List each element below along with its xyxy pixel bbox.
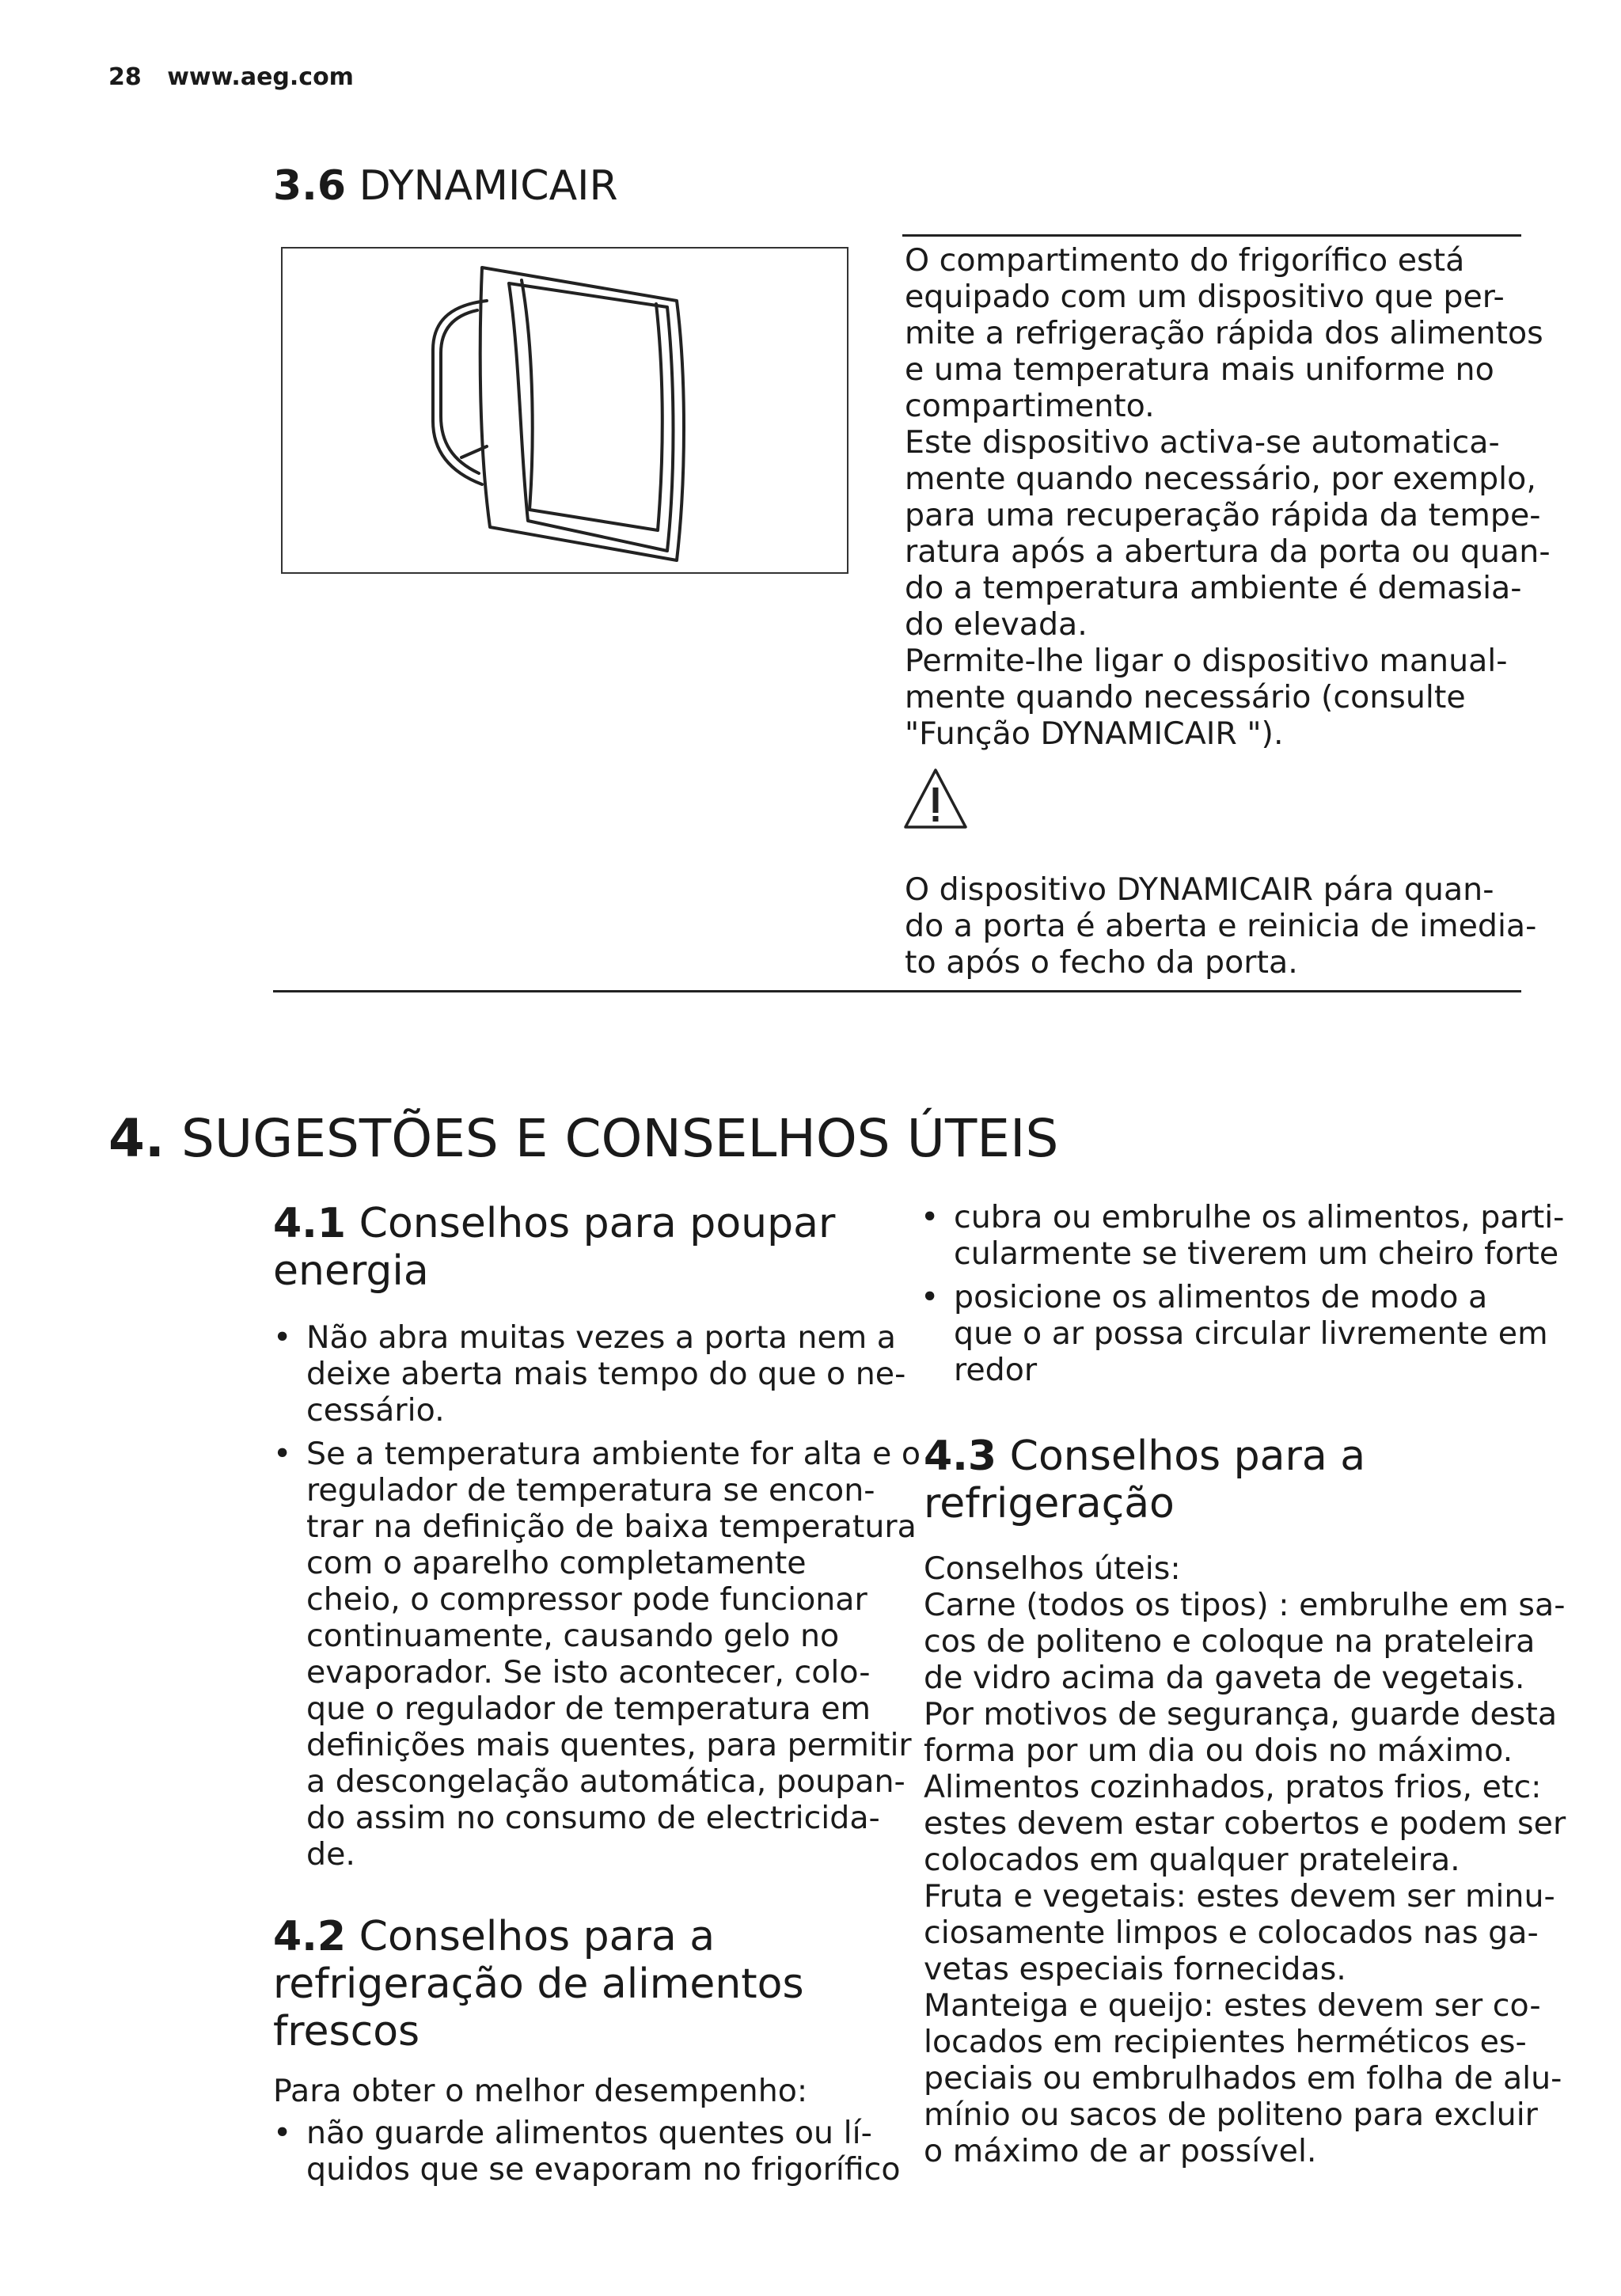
section-number: 4.3 xyxy=(924,1433,997,1480)
section-title: DYNAMICAIR xyxy=(359,162,618,210)
fresh-food-tips-list-continued xyxy=(921,1199,1564,1388)
text-line: Alimentos cozinhados, pratos frios, etc: xyxy=(924,1769,1542,1805)
section-title: refrigeração xyxy=(924,1480,1175,1528)
fresh-food-tips-list xyxy=(273,2115,901,2188)
dynamicair-description xyxy=(905,242,1551,752)
section-number: 4.2 xyxy=(273,1913,347,1960)
section-number: 3.6 xyxy=(273,162,347,210)
list-item xyxy=(273,1319,921,1429)
text-line: colocados em qualquer prateleira. xyxy=(924,1842,1460,1878)
list-item xyxy=(273,1436,921,1873)
section-number: 4.1 xyxy=(273,1200,347,1247)
section-title: energia xyxy=(273,1247,429,1295)
text-line: do a temperatura ambiente é demasia- xyxy=(905,570,1522,606)
fan-device-icon xyxy=(283,249,847,572)
text-line: definições mais quentes, para permitir xyxy=(306,1727,912,1763)
refrigeration-tips-text xyxy=(924,1550,1566,2169)
section-4-2-heading xyxy=(273,1913,804,2055)
text-line: do assim no consumo de electricida- xyxy=(306,1800,880,1836)
text-line: do a porta é aberta e reinicia de imedia- xyxy=(905,908,1537,944)
section-title: Conselhos para a xyxy=(1009,1433,1366,1480)
text-line: Carne (todos os tipos) : embrulhe em sa- xyxy=(924,1587,1566,1623)
text-line: estes devem estar cobertos e podem ser xyxy=(924,1805,1566,1842)
dynamicair-illustration xyxy=(281,247,848,574)
text-line: que o regulador de temperatura em xyxy=(306,1691,871,1727)
text-line: deixe aberta mais tempo do que o ne- xyxy=(306,1356,906,1392)
section-title: frescos xyxy=(273,2008,420,2055)
text-line: peciais ou embrulhados em folha de alu- xyxy=(924,2060,1562,2097)
text-line: quidos que se evaporam no frigorífico xyxy=(306,2151,901,2188)
text-line: Permite-lhe ligar o dispositivo manual- xyxy=(905,643,1508,679)
text-line: que o ar possa circular livremente em xyxy=(954,1315,1548,1352)
text-line: mente quando necessário, por exemplo, xyxy=(905,461,1536,497)
text-line: Se a temperatura ambiente for alta e o xyxy=(306,1436,921,1472)
text-line: to após o fecho da porta. xyxy=(905,944,1298,981)
text-line: a descongelação automática, poupan- xyxy=(306,1763,905,1800)
text-line: O dispositivo DYNAMICAIR pára quan- xyxy=(905,871,1494,908)
text-line: cheio, o compressor pode funcionar xyxy=(306,1581,867,1618)
chapter-number: 4. xyxy=(108,1108,165,1169)
energy-tips-list xyxy=(273,1319,921,1873)
text-line: o máximo de ar possível. xyxy=(924,2133,1317,2169)
text-line: ciosamente limpos e colocados nas ga- xyxy=(924,1915,1539,1951)
text-line: regulador de temperatura se encon- xyxy=(306,1472,875,1509)
bullet-icon: • xyxy=(273,1436,292,1472)
bullet-icon: • xyxy=(921,1279,940,1315)
text-line: Este dispositivo activa-se automatica- xyxy=(905,424,1500,461)
text-line: redor xyxy=(954,1352,1038,1388)
section-4-2-intro xyxy=(273,2073,807,2109)
text-line: mite a refrigeração rápida dos alimentos xyxy=(905,315,1543,351)
text-line: forma por um dia ou dois no máximo. xyxy=(924,1732,1513,1769)
text-line: do elevada. xyxy=(905,606,1088,643)
list-item xyxy=(273,2115,901,2188)
bullet-icon: • xyxy=(273,2115,292,2151)
text-line: equipado com um dispositivo que per- xyxy=(905,279,1505,315)
top-rule xyxy=(902,234,1521,237)
text-line: Para obter o melhor desempenho: xyxy=(273,2073,808,2109)
text-line: para uma recuperação rápida da tempe- xyxy=(905,497,1541,533)
warning-triangle-icon xyxy=(902,765,969,840)
text-line: "Função DYNAMICAIR "). xyxy=(905,715,1284,752)
bullet-icon: • xyxy=(921,1199,940,1235)
chapter-title: SUGESTÕES E CONSELHOS ÚTEIS xyxy=(180,1108,1059,1169)
list-item xyxy=(921,1199,1564,1272)
text-line: vetas especiais fornecidas. xyxy=(924,1951,1346,1987)
text-line: Fruta e vegetais: estes devem ser minu- xyxy=(924,1878,1555,1915)
text-line: locados em recipientes herméticos es- xyxy=(924,2024,1527,2060)
page-number: 28 xyxy=(108,63,142,91)
section-title: Conselhos para a xyxy=(359,1913,716,1960)
text-line: Por motivos de segurança, guarde desta xyxy=(924,1696,1558,1732)
text-line: cubra ou embrulhe os alimentos, parti- xyxy=(954,1199,1565,1235)
section-4-3-heading xyxy=(924,1433,1365,1528)
text-line: cularmente se tiverem um cheiro forte xyxy=(954,1235,1559,1272)
section-title: refrigeração de alimentos xyxy=(273,1960,804,2008)
text-line: cessário. xyxy=(306,1392,445,1429)
text-line: Manteiga e queijo: estes devem ser co- xyxy=(924,1987,1541,2024)
text-line: continuamente, causando gelo no xyxy=(306,1618,840,1654)
text-line: mente quando necessário (consulte xyxy=(905,679,1466,715)
text-line: Não abra muitas vezes a porta nem a xyxy=(306,1319,896,1356)
text-line: trar na definição de baixa temperatura xyxy=(306,1509,917,1545)
list-item xyxy=(921,1279,1564,1388)
text-line: mínio ou sacos de politeno para excluir xyxy=(924,2097,1538,2133)
section-3-6-heading xyxy=(273,162,618,210)
section-4-1-heading xyxy=(273,1200,835,1295)
bullet-icon: • xyxy=(273,1319,292,1356)
text-line: e uma temperatura mais uniforme no xyxy=(905,351,1494,388)
page-header xyxy=(108,63,354,91)
chapter-heading xyxy=(108,1108,1058,1169)
site-url[interactable]: www.aeg.com xyxy=(167,63,354,91)
bottom-rule xyxy=(273,990,1521,992)
text-line: cos de politeno e coloque na prateleira xyxy=(924,1623,1536,1660)
text-line: compartimento. xyxy=(905,388,1155,424)
text-line: Conselhos úteis: xyxy=(924,1550,1181,1587)
section-title: Conselhos para poupar xyxy=(359,1200,836,1247)
text-line: com o aparelho completamente xyxy=(306,1545,807,1581)
text-line: não guarde alimentos quentes ou lí- xyxy=(306,2115,872,2151)
text-line: ratura após a abertura da porta ou quan- xyxy=(905,533,1551,570)
text-line: O compartimento do frigorífico está xyxy=(905,242,1465,279)
warning-text xyxy=(905,871,1536,981)
text-line: evaporador. Se isto acontecer, colo- xyxy=(306,1654,871,1691)
text-line: de vidro acima da gaveta de vegetais. xyxy=(924,1660,1525,1696)
text-line: de. xyxy=(306,1836,355,1873)
text-line: posicione os alimentos de modo a xyxy=(954,1279,1488,1315)
